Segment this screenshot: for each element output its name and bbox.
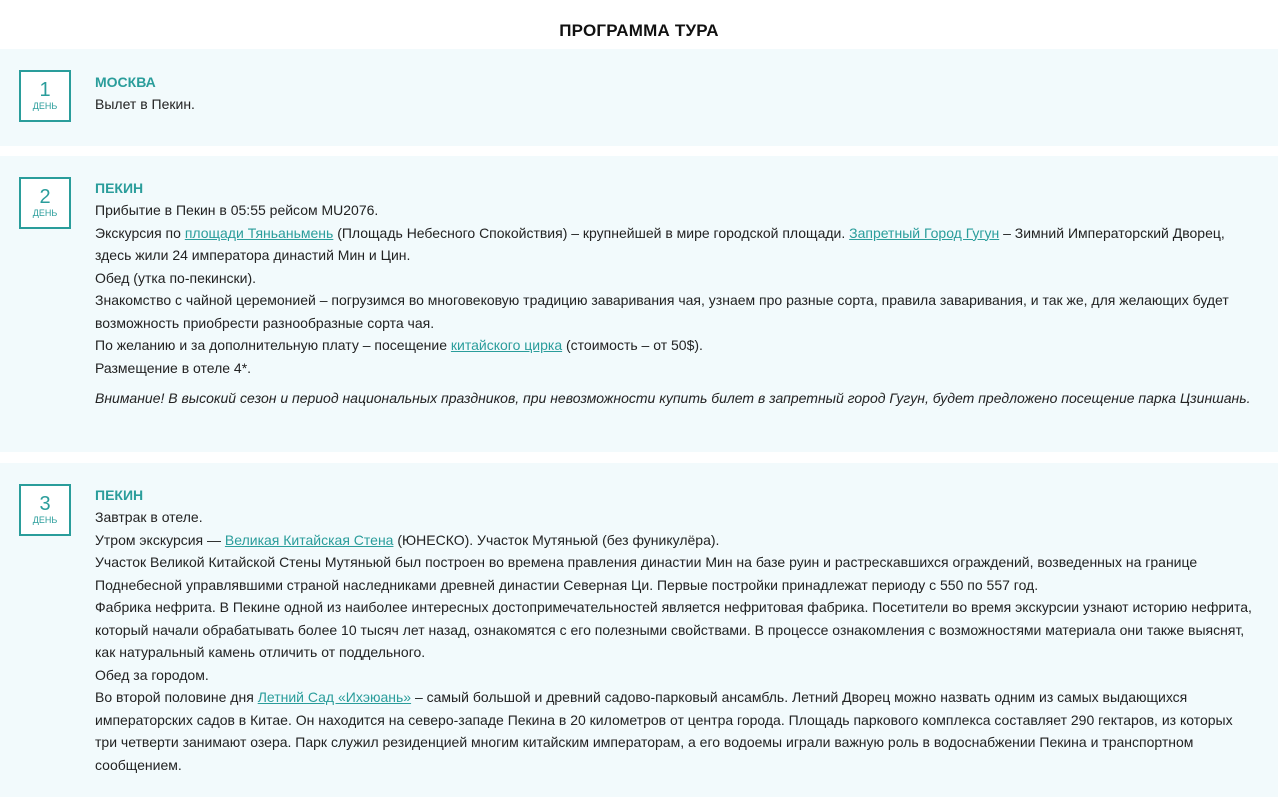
morning-excursion-text <box>95 529 1254 552</box>
day-content <box>95 484 1254 776</box>
text-segment: (стоимость – от 50$). <box>562 337 703 353</box>
text-segment: (ЮНЕСКО). Участок Мутяньюй (без фуникулёра). <box>393 531 720 548</box>
summer-palace-text <box>95 686 1254 776</box>
tea-ceremony-text: Знакомство с чайной церемонией – погрузимся во многовековую традицию заваривания чая, узнаем про разные сорта, правила заваривания, и так же, для желающих будет возможность приобрести разнообразные сорта чая. <box>95 292 1229 331</box>
day-number: 2 <box>39 186 51 208</box>
breakfast-text: Завтрак в отеле. <box>95 509 203 525</box>
day-badge <box>19 484 71 536</box>
hotel-text: Размещение в отеле 4*. <box>95 359 252 376</box>
day-number: 1 <box>39 79 51 101</box>
great-wall-link[interactable]: Великая Китайская Стена <box>224 531 394 548</box>
circus-link[interactable]: китайского цирка <box>450 337 563 353</box>
day-block-3 <box>0 463 1278 797</box>
text-segment: Утром экскурсия — <box>95 531 225 548</box>
day-content <box>95 71 1254 116</box>
day-label: ДЕНЬ <box>32 101 58 111</box>
text-segment: Экскурсия по <box>95 224 185 241</box>
excursion-text <box>95 222 1254 267</box>
day-city: ПЕКИН <box>95 487 144 503</box>
text-segment: – Зимний Императорский Дворец, здесь жили 24 императора династий Мин и Цин. <box>95 224 1225 263</box>
day-badge <box>19 70 71 122</box>
tiananmen-link[interactable]: площади Тяньаньмень <box>184 224 334 241</box>
day-city: ПЕКИН <box>95 180 144 196</box>
text-segment: По желанию и за дополнительную плату – посещение <box>95 337 451 353</box>
text-segment: (Площадь Небесного Спокойствия) – крупнейшей в мире городской площади. <box>333 224 850 241</box>
day-number: 3 <box>39 493 51 515</box>
day-city: МОСКВА <box>95 74 156 90</box>
lunch-text: Обед за городом. <box>95 666 209 683</box>
day-label: ДЕНЬ <box>32 515 58 525</box>
day-block-2 <box>0 156 1278 452</box>
page-title: ПРОГРАММА ТУРА <box>559 21 719 40</box>
great-wall-text: Участок Великой Китайской Стены Мутяньюй был построен во времена правления династии Мин на базе руин и растрескавшихся ограждений, возведенных на границе Поднебесной управлявшими страной наследниками древней династии Северная Ци. Первые постройки принадлежат периоду с 550 по 557 год. <box>95 554 1198 593</box>
day-block-1 <box>0 49 1278 146</box>
warning-note: Внимание! В высокий сезон и период национальных праздников, при невозможности купить билет в запретный город Гугун, будет предложено посещение парка Цзиншань. <box>95 390 1251 406</box>
forbidden-city-link[interactable]: Запретный Город Гугун <box>849 224 1000 241</box>
circus-text <box>95 334 1254 357</box>
arrival-text: Прибытие в Пекин в 05:55 рейсом MU2076. <box>95 202 379 218</box>
lunch-text: Обед (утка по-пекински). <box>95 269 257 286</box>
summer-palace-link[interactable]: Летний Сад «Ихэюань» <box>257 689 412 705</box>
text-segment: Во второй половине дня <box>95 689 258 705</box>
day-label: ДЕНЬ <box>32 208 58 218</box>
day-badge <box>19 177 71 229</box>
jade-factory-text: Фабрика нефрита. В Пекине одной из наиболее интересных достопримечательностей является нефритовая фабрика. Посетители во время экскурсии узнают историю нефрита, который начали обрабатывать более 10 тысяч лет назад, ознакомятся с его полезными свойствами. В процессе ознакомления с возможностями материала они также выяснят, как натуральный камень отличить от поддельного. <box>95 599 1252 660</box>
text-segment: – самый большой и древний садово-парковый ансамбль. Летний Дворец можно назвать одним из самых выдающихся императорских садов в Китае. Он находится на северо-западе Пекина в 20 километров от центра города. Площадь паркового комплекса составляет 290 гектаров, из которых три четверти занимают озера. Парк служил резиденцией многим китайским императорам, а его водоемы играли важную роль в водоснабжении Пекина и транспортном сообщением. <box>95 689 1233 773</box>
day-text-line: Вылет в Пекин. <box>95 96 195 112</box>
day-content <box>95 177 1254 410</box>
